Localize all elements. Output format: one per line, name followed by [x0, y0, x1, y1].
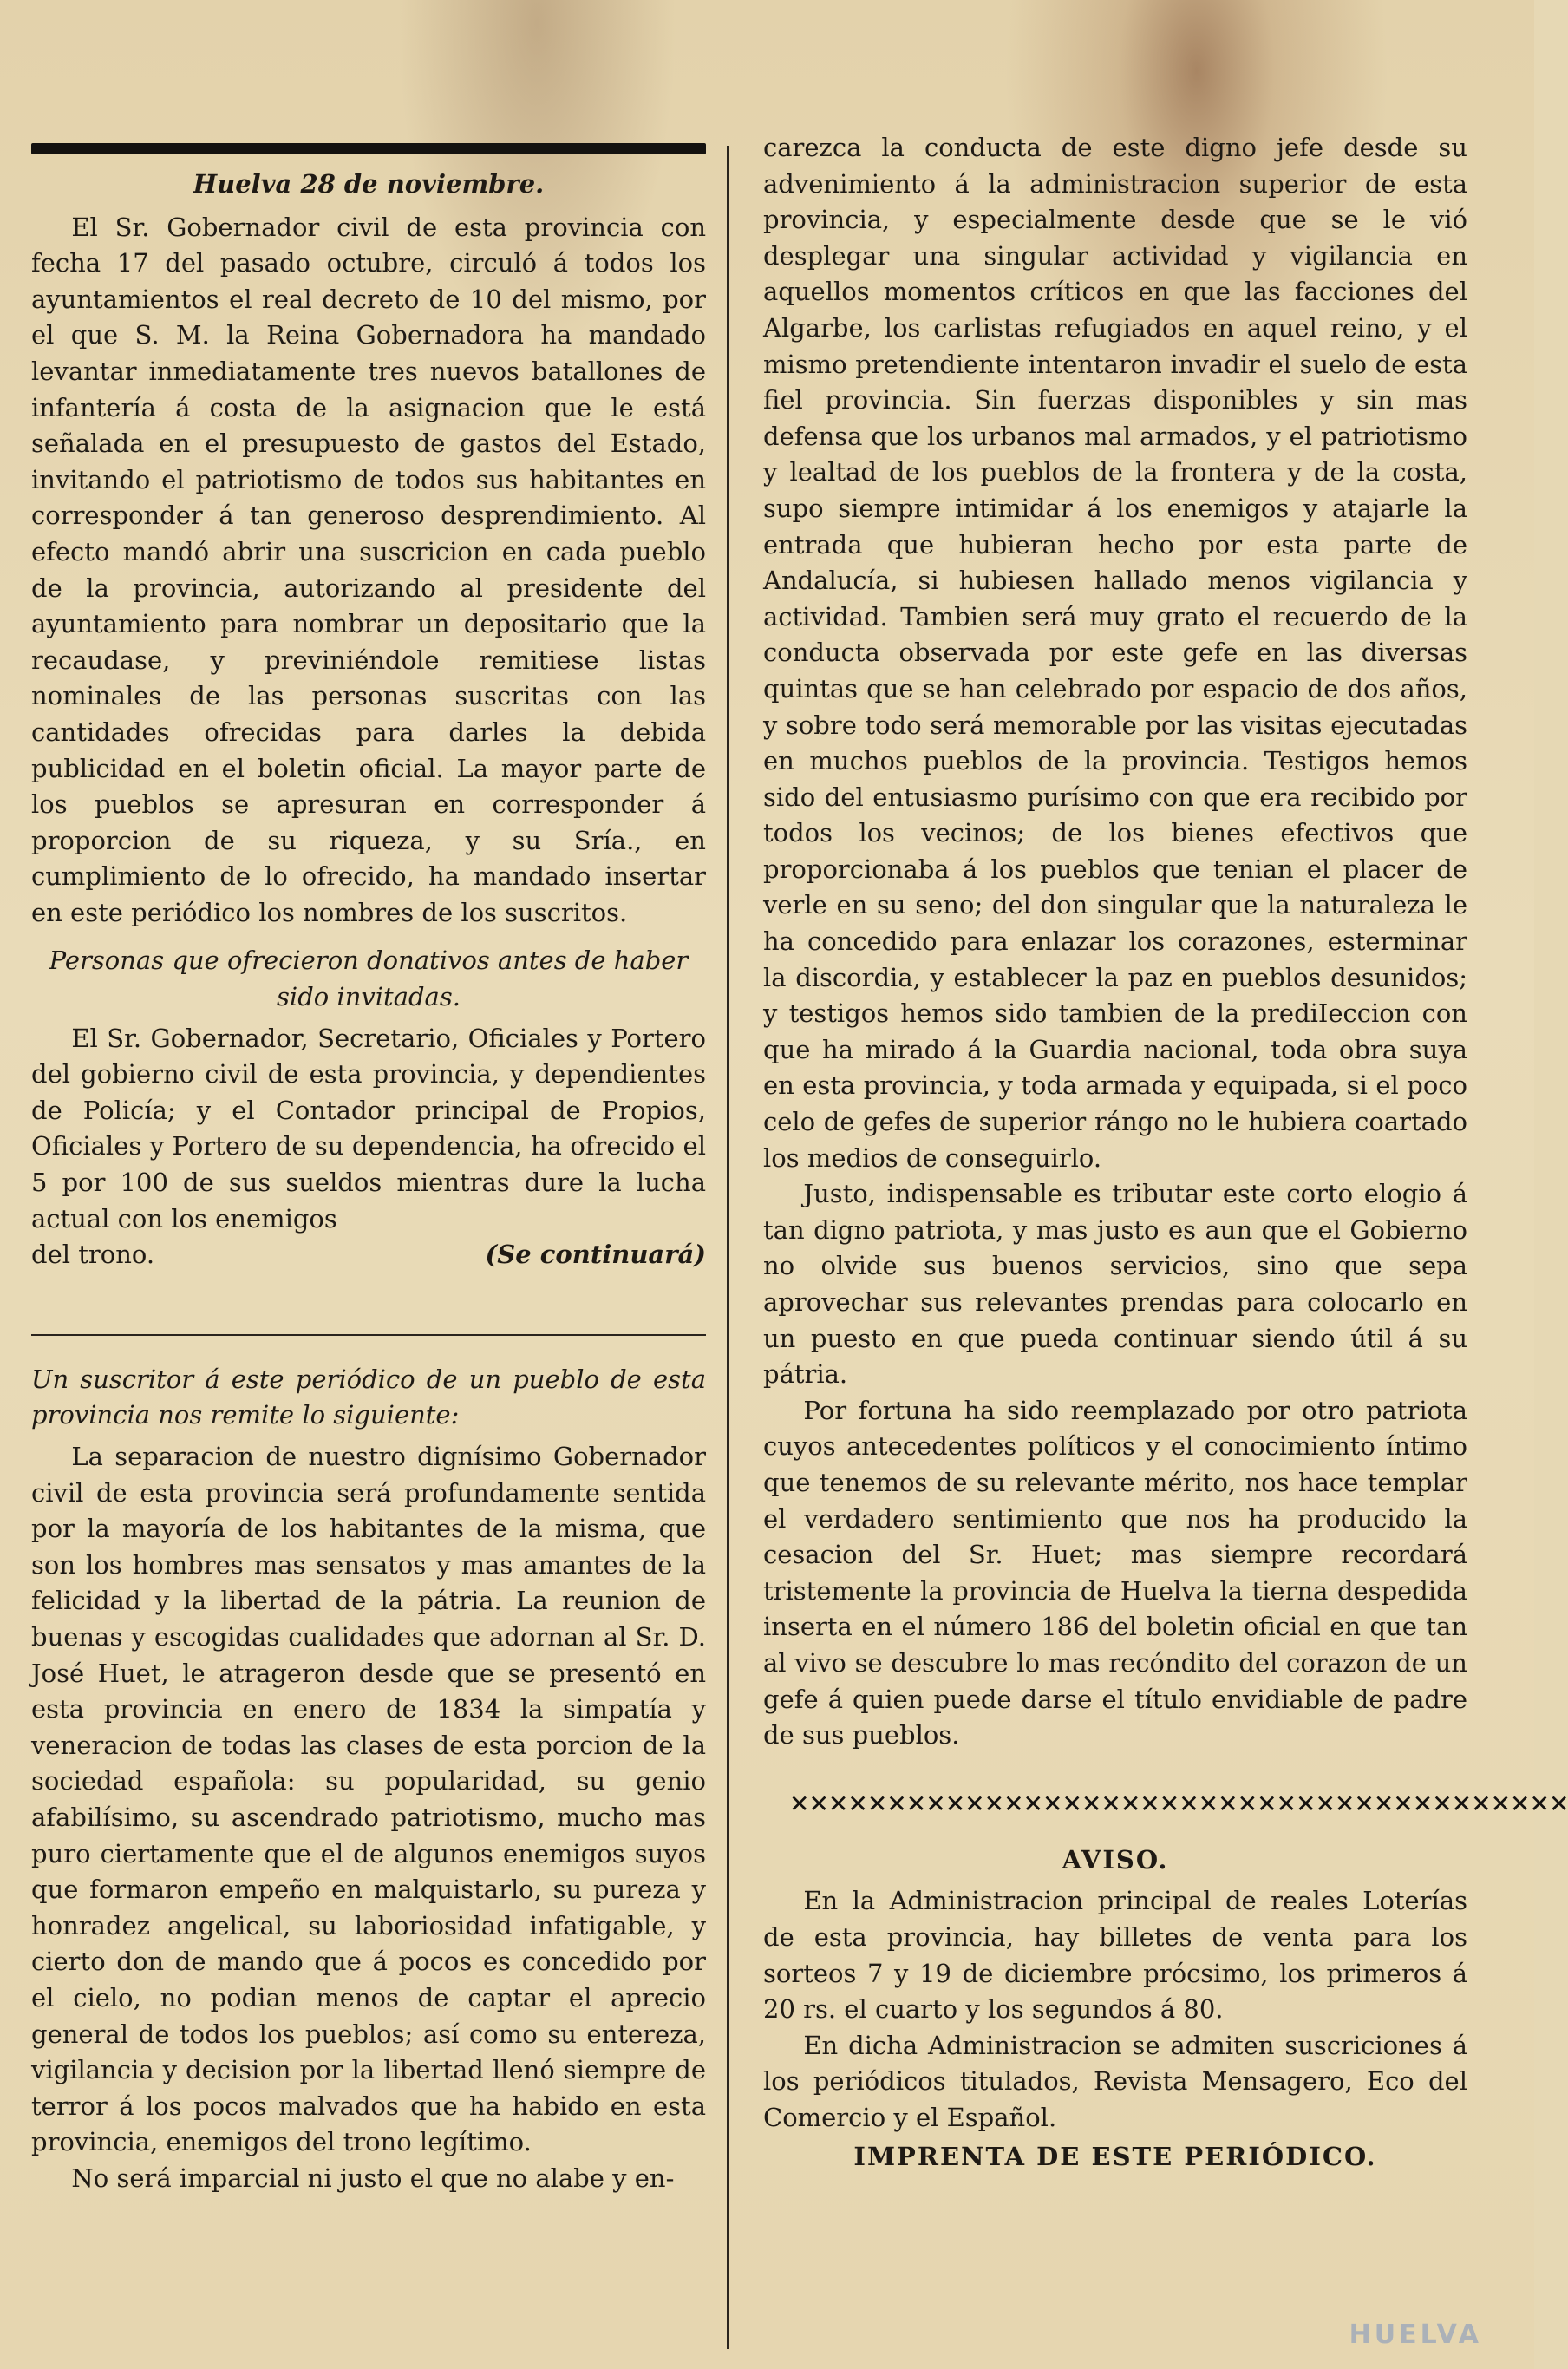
ornament-divider: ✕✕✕✕✕✕✕✕✕✕✕✕✕✕✕✕✕✕✕✕✕✕✕✕✕✕✕✕✕✕✕✕✕✕✕✕✕✕✕✕	[789, 1789, 1568, 1818]
aviso-paragraph-2: En dicha Administracion se admiten suscriciones á los periódicos titulados, Revista Mensagero, Eco del Comercio y el Español.	[763, 2030, 1467, 2132]
donors-paragraph: El Sr. Gobernador, Secretario, Oficiales y Portero del gobierno civil de esta provincia, y dependientes de Policía; y el Contador principal de Propios, Oficiales y Portero de su dependencia, ha ofrecido el 5 por 100 de sus sueldos mientras dure la lucha actual con los enemigos	[31, 1023, 706, 1234]
section-separator	[31, 1334, 706, 1336]
left-column	[31, 143, 706, 2196]
signoff-line	[31, 1237, 706, 1273]
article2-paragraph-4: Por fortuna ha sido reemplazado por otro patriota cuyos antecedentes políticos y el conocimiento íntimo que tenemos de su relevante mérito, nos hace templar el verdadero sentimiento que nos ha producido la cesacion del Sr. Huet; mas siempre recordará tristemente la provincia de Huelva la tierna despedida inserta en el número 186 del boletin oficial en que tan al vivo se descubre lo mas recóndito del corazon de un gefe á quien puede darse el título envidiable de padre de sus pueblos.	[763, 1395, 1467, 1751]
article2-paragraph-2-cont: carezca la conducta de este digno jefe desde su advenimiento á la administracion superior de esta provincia, y especialmente desde que se le vió desplegar una singular actividad y vigilancia en aquellos momentos críticos en que las facciones del Algarbe, los carlistas refugiados en aquel reino, y el mismo pretendiente intentaron invadir el suelo de esta fiel provincia. Sin fuerzas disponibles y sin mas defensa que los urbanos mal armados, y el patriotismo y lealtad de los pueblos de la frontera y de la costa, supo siempre intimidar á los enemigos y atajarle la entrada que hubieran hecho por esta parte de Andalucía, si hubiesen hallado menos vigilancia y actividad. Tambien será muy grato el recuerdo de la conducta observada por este gefe en las diversas quintas que se han celebrado por espacio de dos años, y sobre todo será memorable por las visitas ejecutadas en muchos pueblos de la provincia. Testigos hemos sido del entusiasmo purísimo con que era recibido por todos los vecinos; de los bienes efectivos que proporcionaba á los pueblos que tenian el placer de verle en su seno; del don singular que la naturaleza le ha concedido para enlazar los corazones, esterminar la discordia, y establecer la paz en pueblos desunidos; y testigos hemos sido tambien de la prediIeccion con que ha mirado á la Guardia nacional, toda obra suya en esta provincia, y toda armada y equipada, si el poco celo de gefes de superior rángo no le hubiera coartado los medios de conseguirlo.	[763, 133, 1467, 1173]
article2-paragraph-1: La separacion de nuestro dignísimo Gobernador civil de esta provincia será profundamente sentida por la mayoría de los habitantes de la misma, que son los hombres mas sensatos y mas amantes de la felicidad y la libertad de la pátria. La reunion de buenas y escogidas cualidades que adornan al Sr. D. José Huet, le atrageron desde que se presentó en esta provincia en enero de 1834 la simpatía y veneracion de todas las clases de esta porcion de la sociedad española: su popularidad, su genio afabilísimo, su ascendrado patriotismo, mucho mas puro ciertamente que el de algunos enemigos suyos que formaron empeño en malquistarlo, su pureza y honradez angelical, su laboriosidad infatigable, y cierto don de mando que á pocos es concedido por el cielo, no podian menos de captar el aprecio general de todos los pueblos; así como su entereza, vigilancia y decision por la libertad llenó siempre de terror á los pocos malvados que ha habido en esta provincia, enemigos del trono legítimo.	[31, 1442, 706, 2157]
top-rule	[31, 143, 706, 154]
aviso-paragraph-1: En la Administracion principal de reales Loterías de esta provincia, hay billetes de venta para los sorteos 7 y 19 de diciembre prócsimo, los primeros á 20 rs. el cuarto y los segundos á 80.	[763, 1886, 1467, 2025]
aviso-title: AVISO.	[1062, 1844, 1169, 1875]
dateline: Huelva 28 de noviembre.	[193, 169, 545, 199]
continued-note: (Se continuará)	[485, 1240, 706, 1270]
subscriber-heading: Un suscritor á este periódico de un pueblo de esta provincia nos remite lo siguiente:	[31, 1364, 706, 1430]
signoff-text: del trono.	[31, 1240, 155, 1270]
imprint: IMPRENTA DE ESTE PERIÓDICO.	[853, 2142, 1377, 2172]
donors-heading: Personas que ofrecieron donativos antes de haber sido invitadas.	[49, 946, 689, 1012]
watermark: HUELVA	[1349, 2320, 1482, 2350]
article2-paragraph-2-start: No será imparcial ni justo el que no alabe y en-	[71, 2163, 675, 2193]
article2-paragraph-3: Justo, indispensable es tributar este corto elogio á tan digno patriota, y mas justo es aun que el Gobierno no olvide sus buenos servicios, sino que sepa aprovechar sus relevantes prendas para colocarlo en un puesto en que pueda continuar siendo útil á su pátria.	[763, 1179, 1467, 1390]
article1-paragraph: El Sr. Gobernador civil de esta provincia con fecha 17 del pasado octubre, circuló á todos los ayuntamientos el real decreto de 10 del mismo, por el que S. M. la Reina Gobernadora ha mandado levantar inmediatamente tres nuevos batallones de infantería á costa de la asignacion que le está señalada en el presupuesto de gastos del Estado, invitando el patriotismo de todos sus habitantes en corresponder á tan generoso desprendimiento. Al efecto mandó abrir una suscricion en cada pueblo de la provincia, autorizando al presidente del ayuntamiento para nombrar un depositario que la recaudase, y previniéndole remitiese listas nominales de las personas suscritas con las cantidades ofrecidas para darles la debida publicidad en el boletin oficial. La mayor parte de los pueblos se apresuran en corresponder á proporcion de su riqueza, y su Sría., en cumplimiento de lo ofrecido, ha mandado insertar en este periódico los nombres de los suscritos.	[31, 212, 706, 927]
right-column	[763, 130, 1568, 2176]
column-divider	[727, 146, 729, 2349]
